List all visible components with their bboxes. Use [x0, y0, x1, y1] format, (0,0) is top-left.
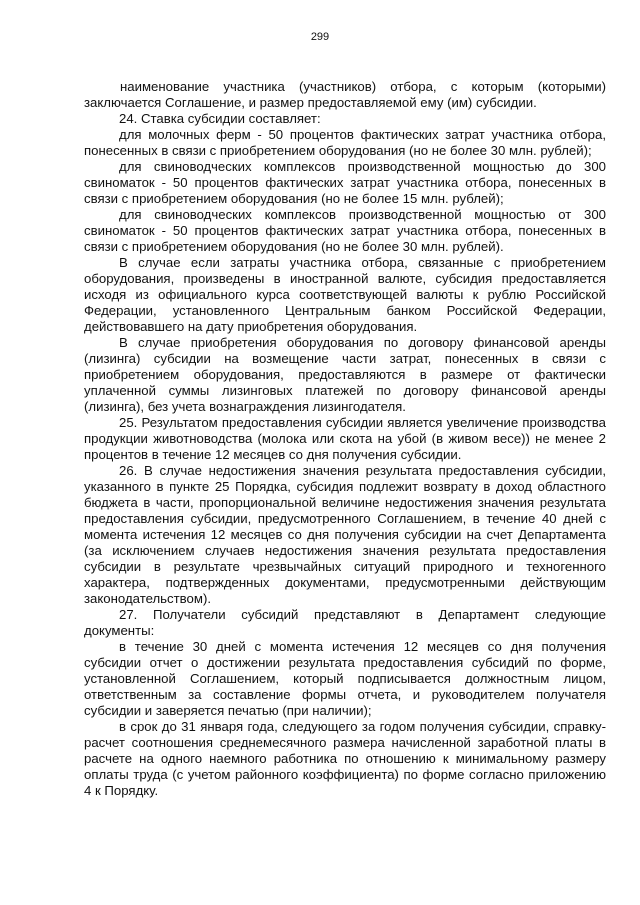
paragraph-pig-complexes-from-300: для свиноводческих комплексов производственной мощностью от 300 свиноматок - 50 процентов фактических затрат участника отбора, понесенных в связи с приобретением оборудования (но не более 30 млн. рублей).	[84, 207, 606, 254]
paragraph-dairy-farms: для молочных ферм - 50 процентов фактических затрат участника отбора, понесенных в связи с приобретением оборудования (но не более 30 млн. рублей);	[84, 127, 606, 158]
paragraph-pig-complexes-up-to-300: для свиноводческих комплексов производственной мощностью до 300 свиноматок - 50 процентов фактических затрат участника отбора, понесенных в связи с приобретением оборудования (но не более 15 млн. рублей);	[84, 159, 606, 206]
paragraph-report-30-days: в течение 30 дней с момента истечения 12 месяцев со дня получения субсидии отчет о достижении результата предоставления субсидий по форме, установленной Соглашением, который подписывается должностным лицом, ответственным за составление формы отчета, и руководителем получателя субсидии и заверяется печатью (при наличии);	[84, 639, 606, 718]
document-body	[84, 79, 606, 799]
paragraph-foreign-currency: В случае если затраты участника отбора, связанные с приобретением оборудования, произведены в иностранной валюте, субсидия предоставляется исходя из официального курса соответствующей валюты к рублю Российской Федерации, установленного Центральным банком Российской Федерации, действовавшего на дату приобретения оборудования.	[84, 255, 606, 334]
paragraph-recipient-name: наименование участника (участников) отбора, с которым (которыми) заключается Соглашение, и размер предоставляемой ему (им) субсидии.	[84, 79, 606, 110]
paragraph-24-rate-heading: 24. Ставка субсидии составляет:	[119, 111, 321, 126]
paragraph-leasing: В случае приобретения оборудования по договору финансовой аренды (лизинга) субсидии на возмещение части затрат, понесенных в связи с приобретением оборудования, предоставляются в размере от фактически уплаченной суммы лизинговых платежей по договору финансовой аренды (лизинга), без учета вознаграждения лизингодателя.	[84, 335, 606, 414]
paragraph-25-result: 25. Результатом предоставления субсидии является увеличение производства продукции животноводства (молока или скота на убой (в живом весе)) не менее 2 процентов в течение 12 месяцев со дня получения субсидии.	[84, 415, 606, 462]
paragraph-27-documents: 27. Получатели субсидий представляют в Департамент следующие документы:	[84, 607, 606, 638]
paragraph-salary-certificate: в срок до 31 января года, следующего за годом получения субсидии, справку-расчет соотношения среднемесячного размера начисленной заработной платы в расчете на одного наемного работника по отношению к минимальному размеру оплаты труда (с учетом районного коэффициента) по форме согласно приложению 4 к Порядку.	[84, 719, 606, 798]
paragraph-26-refund: 26. В случае недостижения значения результата предоставления субсидии, указанного в пункте 25 Порядка, субсидия подлежит возврату в доход областного бюджета в части, пропорциональной величине недостижения значения результата предоставления субсидии, предусмотренного Соглашением, в течение 40 дней с момента истечения 12 месяцев со дня получения субсидии на счет Департамента (за исключением случаев недостижения значения результата предоставления субсидии в результате чрезвычайных ситуаций природного и техногенного характера, подтвержденных документами, предусмотренными действующим законодательством).	[84, 463, 606, 606]
page-number: 299	[310, 31, 330, 43]
